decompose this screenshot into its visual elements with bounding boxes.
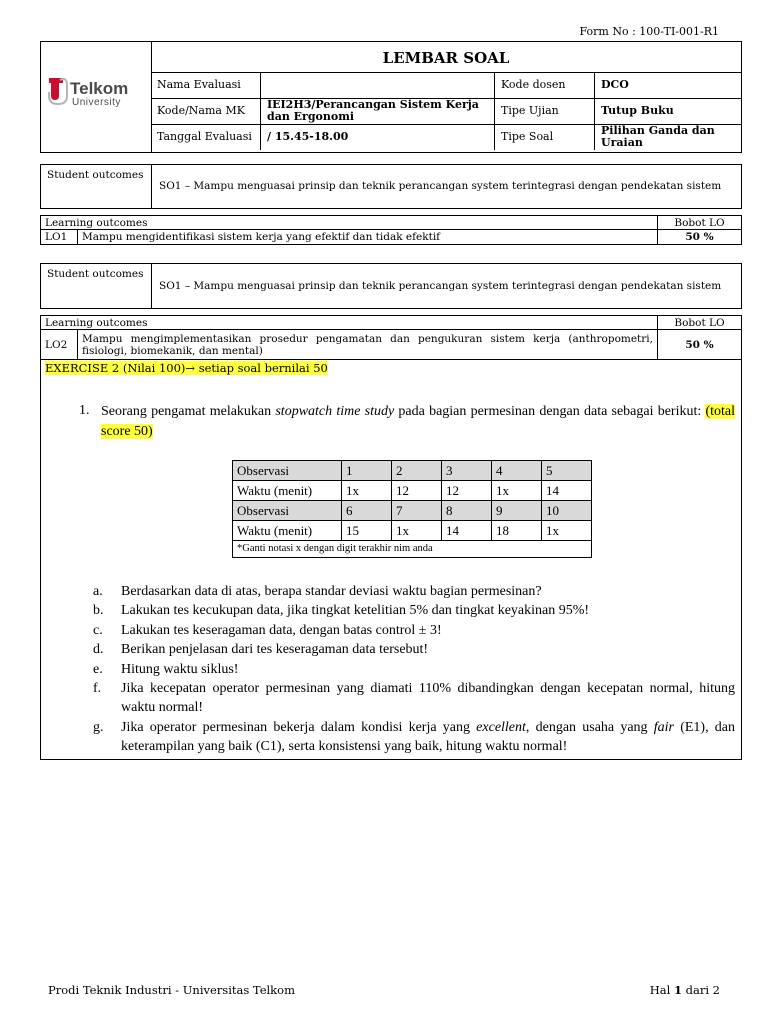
subquestion: f. Jika kecepatan operator permesinan yang diamati 110% dibandingkan dengan kecepatan normal, hitung waktu normal! <box>93 681 735 716</box>
table-row <box>233 481 592 501</box>
table-cell: 1x <box>342 481 392 501</box>
lo-bobot: 50 % <box>658 330 742 360</box>
table-cell: 1 <box>342 461 392 481</box>
table-cell: Observasi <box>233 501 342 521</box>
evaluation-info-table <box>151 72 742 150</box>
info-label: Kode dosen <box>495 72 595 98</box>
info-value: Tutup Buku <box>595 98 743 124</box>
page-title: LEMBAR SOAL <box>151 42 741 73</box>
logo-sub: University <box>72 97 121 108</box>
table-cell: 12 <box>442 481 492 501</box>
table-note: *Ganti notasi x dengan digit terakhir nim anda <box>233 541 592 558</box>
info-label: Nama Evaluasi <box>151 72 261 98</box>
table-cell: 9 <box>492 501 542 521</box>
table-cell: Observasi <box>233 461 342 481</box>
table-cell: 1x <box>492 481 542 501</box>
info-row <box>151 72 742 98</box>
info-value: / 15.45-18.00 <box>261 124 495 150</box>
table-row <box>233 461 592 481</box>
subquestion: d. Berikan penjelasan dari tes keseragaman data tersebut! <box>93 642 429 658</box>
total-score: (total score 50) <box>101 404 736 439</box>
table-cell: 4 <box>492 461 542 481</box>
bobot-header: Bobot LO <box>658 216 742 230</box>
table-cell: 5 <box>542 461 592 481</box>
student-outcomes-text: SO1 – Mampu menguasai prinsip dan teknik perancangan system terintegrasi dengan pendekatan sistem <box>159 180 722 192</box>
student-outcomes-box <box>40 263 742 309</box>
info-label: Tipe Ujian <box>495 98 595 124</box>
bobot-header: Bobot LO <box>658 316 742 330</box>
footer-page-number: Hal 1 dari 2 <box>649 983 720 997</box>
table-cell: Waktu (menit) <box>233 481 342 501</box>
learning-outcomes-header: Learning outcomes <box>41 216 658 230</box>
subquestion: c. Lakukan tes keseragaman data, dengan batas control ± 3! <box>93 622 442 638</box>
table-cell: 3 <box>442 461 492 481</box>
info-label: Tanggal Evaluasi <box>151 124 261 150</box>
student-outcomes-label: Student outcomes <box>47 268 144 280</box>
lo-code: LO2 <box>41 330 78 360</box>
table-cell: 15 <box>342 521 392 541</box>
exercise-box <box>40 359 742 760</box>
lo-code: LO1 <box>41 230 78 245</box>
subquestion: g. Jika operator permesinan bekerja dalam kondisi kerja yang excellent, dengan usaha yang fair (E1), dan keterampilan yang baik (C1), serta konsistensi yang baik, hitung waktu normal! <box>93 719 735 755</box>
table-note-row <box>233 541 592 558</box>
question-italic: stopwatch time study <box>275 404 395 419</box>
telkom-university-logo <box>41 42 151 152</box>
logo-cell <box>41 42 152 152</box>
form-number: Form No : 100-TI-001-R1 <box>579 25 719 38</box>
student-outcomes-label: Student outcomes <box>47 169 144 181</box>
footer-institution: Prodi Teknik Industri - Universitas Telkom <box>48 983 295 997</box>
lo-bobot: 50 % <box>658 230 742 245</box>
info-value <box>261 72 495 98</box>
subquestion: b. Lakukan tes kecukupan data, jika tingkat ketelitian 5% dan tingkat keyakinan 95%! <box>93 603 590 619</box>
table-cell: 1x <box>392 521 442 541</box>
question-text: Seorang pengamat melakukan stopwatch time study pada bagian permesinan dengan data sebagai berikut: (total score 50) <box>101 404 736 439</box>
table-row <box>233 501 592 521</box>
logo-name: Telkom <box>70 79 129 98</box>
observation-table <box>232 460 592 558</box>
info-value: DCO <box>595 72 743 98</box>
table-cell: 8 <box>442 501 492 521</box>
question-number: 1. <box>79 403 90 418</box>
learning-outcomes-table <box>40 315 742 360</box>
table-cell: 1x <box>542 521 592 541</box>
learning-outcomes-table <box>40 215 742 245</box>
info-label: Tipe Soal <box>495 124 595 150</box>
subquestion: e. Hitung waktu siklus! <box>93 661 239 677</box>
table-cell: Waktu (menit) <box>233 521 342 541</box>
table-cell: 12 <box>392 481 442 501</box>
student-outcomes-box <box>40 164 742 209</box>
lo-text: Mampu mengimplementasikan prosedur pengamatan dan pengukuran sistem kerja (anthropometri, fisiologi, biomekanik, dan mental) <box>78 330 658 360</box>
info-label: Kode/Nama MK <box>151 98 261 124</box>
table-cell: 6 <box>342 501 392 521</box>
subquestion-list <box>91 582 735 757</box>
info-value: IEI2H3/Perancangan Sistem Kerja dan Ergonomi <box>261 98 495 124</box>
learning-outcomes-header: Learning outcomes <box>41 316 658 330</box>
table-cell: 14 <box>542 481 592 501</box>
subquestion: a. Berdasarkan data di atas, berapa standar deviasi waktu bagian permesinan? <box>93 584 542 599</box>
student-outcomes-text: SO1 – Mampu menguasai prinsip dan teknik perancangan system terintegrasi dengan pendekatan sistem <box>159 280 722 292</box>
table-cell: 10 <box>542 501 592 521</box>
exercise-title: EXERCISE 2 (Nilai 100)→ setiap soal bernilai 50 <box>45 361 328 375</box>
info-row <box>151 124 742 150</box>
table-row <box>233 521 592 541</box>
lo-text: Mampu mengidentifikasi sistem kerja yang efektif dan tidak efektif <box>78 230 658 245</box>
table-cell: 7 <box>392 501 442 521</box>
table-cell: 18 <box>492 521 542 541</box>
info-value: Pilihan Ganda dan Uraian <box>595 124 743 150</box>
table-cell: 2 <box>392 461 442 481</box>
info-row <box>151 98 742 124</box>
header-box <box>40 41 742 153</box>
table-cell: 14 <box>442 521 492 541</box>
